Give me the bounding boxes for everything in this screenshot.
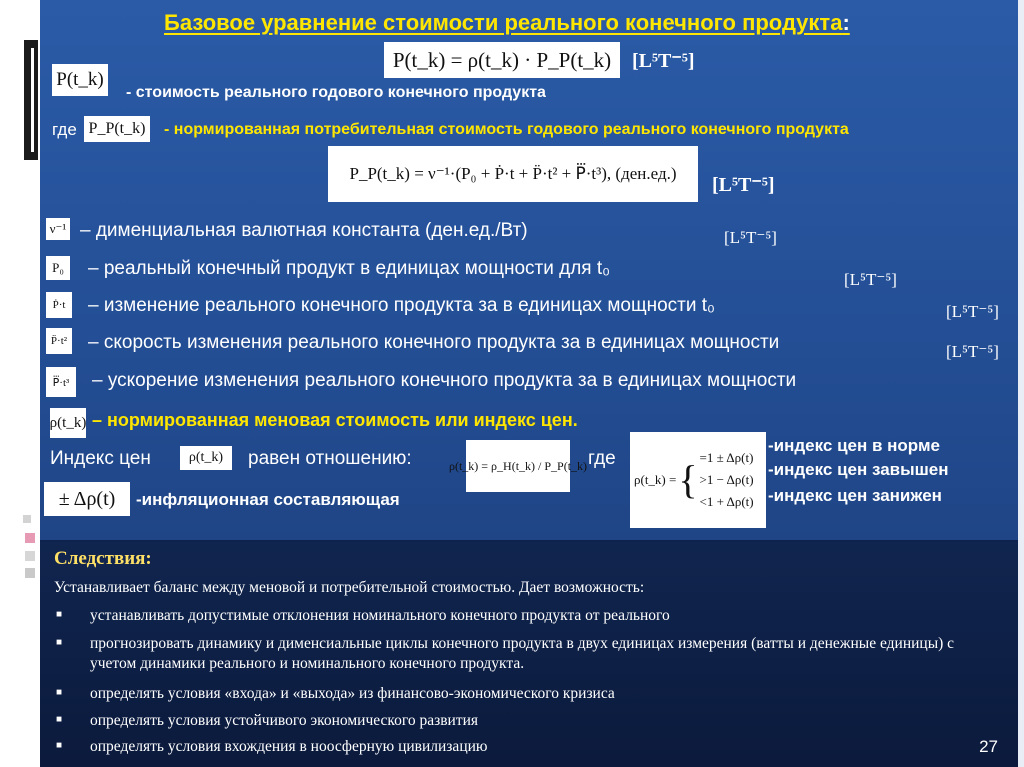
decor-square: [25, 533, 35, 543]
pp-dimension: [L⁵T⁻⁵]: [712, 174, 775, 196]
def-p-dot-text: – изменение реального конечного продукта за в единицах мощности t₀: [88, 295, 715, 316]
def-p-ddot-dim: [L⁵T⁻⁵]: [946, 342, 999, 361]
page-number: 27: [979, 737, 998, 756]
inflation-symbol: ± Δρ(t): [44, 482, 130, 516]
consequence-item: устанавливать допустимые отклонения номинального конечного продукта от реального: [90, 607, 670, 624]
def-p-tdot-text: – ускорение изменения реального конечного продукта за в единицах мощности: [92, 370, 797, 391]
def-p-dot-dim: [L⁵T⁻⁵]: [946, 302, 999, 321]
main-dimension: [L⁵T⁻⁵]: [632, 50, 695, 72]
def-p0-text: – реальный конечный продукт в единицах мощности для t₀: [88, 258, 611, 279]
bullet-icon: ■: [56, 740, 63, 751]
case-label-normal: -индекс цен в норме: [768, 436, 941, 455]
bullet-icon: ■: [56, 637, 63, 648]
cases-box: [630, 432, 766, 528]
case-low: <1 + Δρ(t): [699, 494, 754, 509]
decor-stripe-gap: [31, 48, 34, 152]
decor-square: [23, 515, 31, 523]
case-high: >1 − Δρ(t): [699, 472, 754, 487]
pt-description: - стоимость реального годового конечного продукта: [126, 84, 546, 101]
def-nu-dim: [L⁵T⁻⁵]: [724, 228, 777, 247]
pt-symbol: P(t_k): [52, 64, 108, 96]
case-normal: =1 ± Δρ(t): [699, 450, 754, 465]
case-label-low: -индекс цен занижен: [768, 486, 942, 505]
def-p0-dim: [L⁵T⁻⁵]: [844, 270, 897, 289]
bullet-icon: ■: [56, 687, 63, 698]
p0-symbol: P₀: [46, 256, 70, 280]
decor-square: [25, 568, 35, 578]
def-nu-text: – дименциальная валютная константа (ден.ед./Вт): [80, 220, 528, 241]
right-decor-bar: [1018, 0, 1024, 767]
consequences-panel: [40, 542, 1018, 767]
inflation-description: -инфляционная составляющая: [136, 490, 400, 509]
left-decor-bar: [0, 0, 40, 767]
index-symbol: ρ(t_k): [180, 446, 232, 470]
bullet-icon: ■: [56, 714, 63, 725]
where-label: где: [52, 120, 77, 139]
consequence-item: прогнозировать динамику и дименсиальные циклы конечного продукта в двух единицах измерения (ватты и денежные единицы) с учетом динамики реального и номинального конечного продукта.: [90, 635, 955, 672]
def-p-ddot-text: – скорость изменения реального конечного продукта за в единицах мощности: [88, 332, 780, 353]
formula-panel: [40, 0, 1018, 542]
consequence-item: определять условия вхождения в ноосферную цивилизацию: [90, 738, 488, 755]
cases-lhs: ρ(t_k) =: [634, 472, 677, 487]
rho-symbol: ρ(t_k): [50, 408, 86, 438]
main-formula: P(t_k) = ρ(t_k) · P_P(t_k): [384, 42, 620, 78]
ratio-formula: ρ(t_k) = ρ_H(t_k) / P_P(t_k): [466, 440, 570, 492]
consequences-intro: Устанавливает баланс между меновой и потребительной стоимостью. Дает возможность:: [54, 579, 645, 596]
index-label: Индекс цен: [50, 448, 151, 469]
bullet-icon: ■: [56, 609, 63, 620]
consequences-heading: Следствия:: [54, 548, 152, 569]
decor-square: [25, 551, 35, 561]
pp-description: - нормированная потребительная стоимость годового реального конечного продукта: [164, 121, 849, 138]
case-label-high: -индекс цен завышен: [768, 460, 949, 479]
pp-formula: P_P(t_k) = ν⁻¹·(P₀ + Ṗ·t + P̈·t² + P⃛·t³), (ден.ед.): [328, 146, 698, 202]
equals-label: равен отношению:: [248, 448, 412, 469]
nu-symbol: ν⁻¹: [46, 218, 70, 240]
consequence-item: определять условия устойчивого экономического развития: [90, 712, 479, 729]
consequence-item: определять условия «входа» и «выхода» из финансово-экономического кризиса: [90, 685, 615, 702]
p-tdot-symbol: P⃛·t³: [46, 367, 76, 397]
pp-symbol: P_P(t_k): [84, 116, 150, 142]
p-ddot-symbol: P̈·t²: [46, 328, 72, 354]
p-dot-symbol: Ṗ·t: [46, 292, 72, 318]
ratio-where: где: [588, 448, 616, 469]
rho-description: – нормированная меновая стоимость или индекс цен.: [92, 410, 578, 430]
cases-brace: {: [678, 457, 698, 502]
slide-title: Базовое уравнение стоимости реального конечного продукта:: [164, 10, 850, 35]
